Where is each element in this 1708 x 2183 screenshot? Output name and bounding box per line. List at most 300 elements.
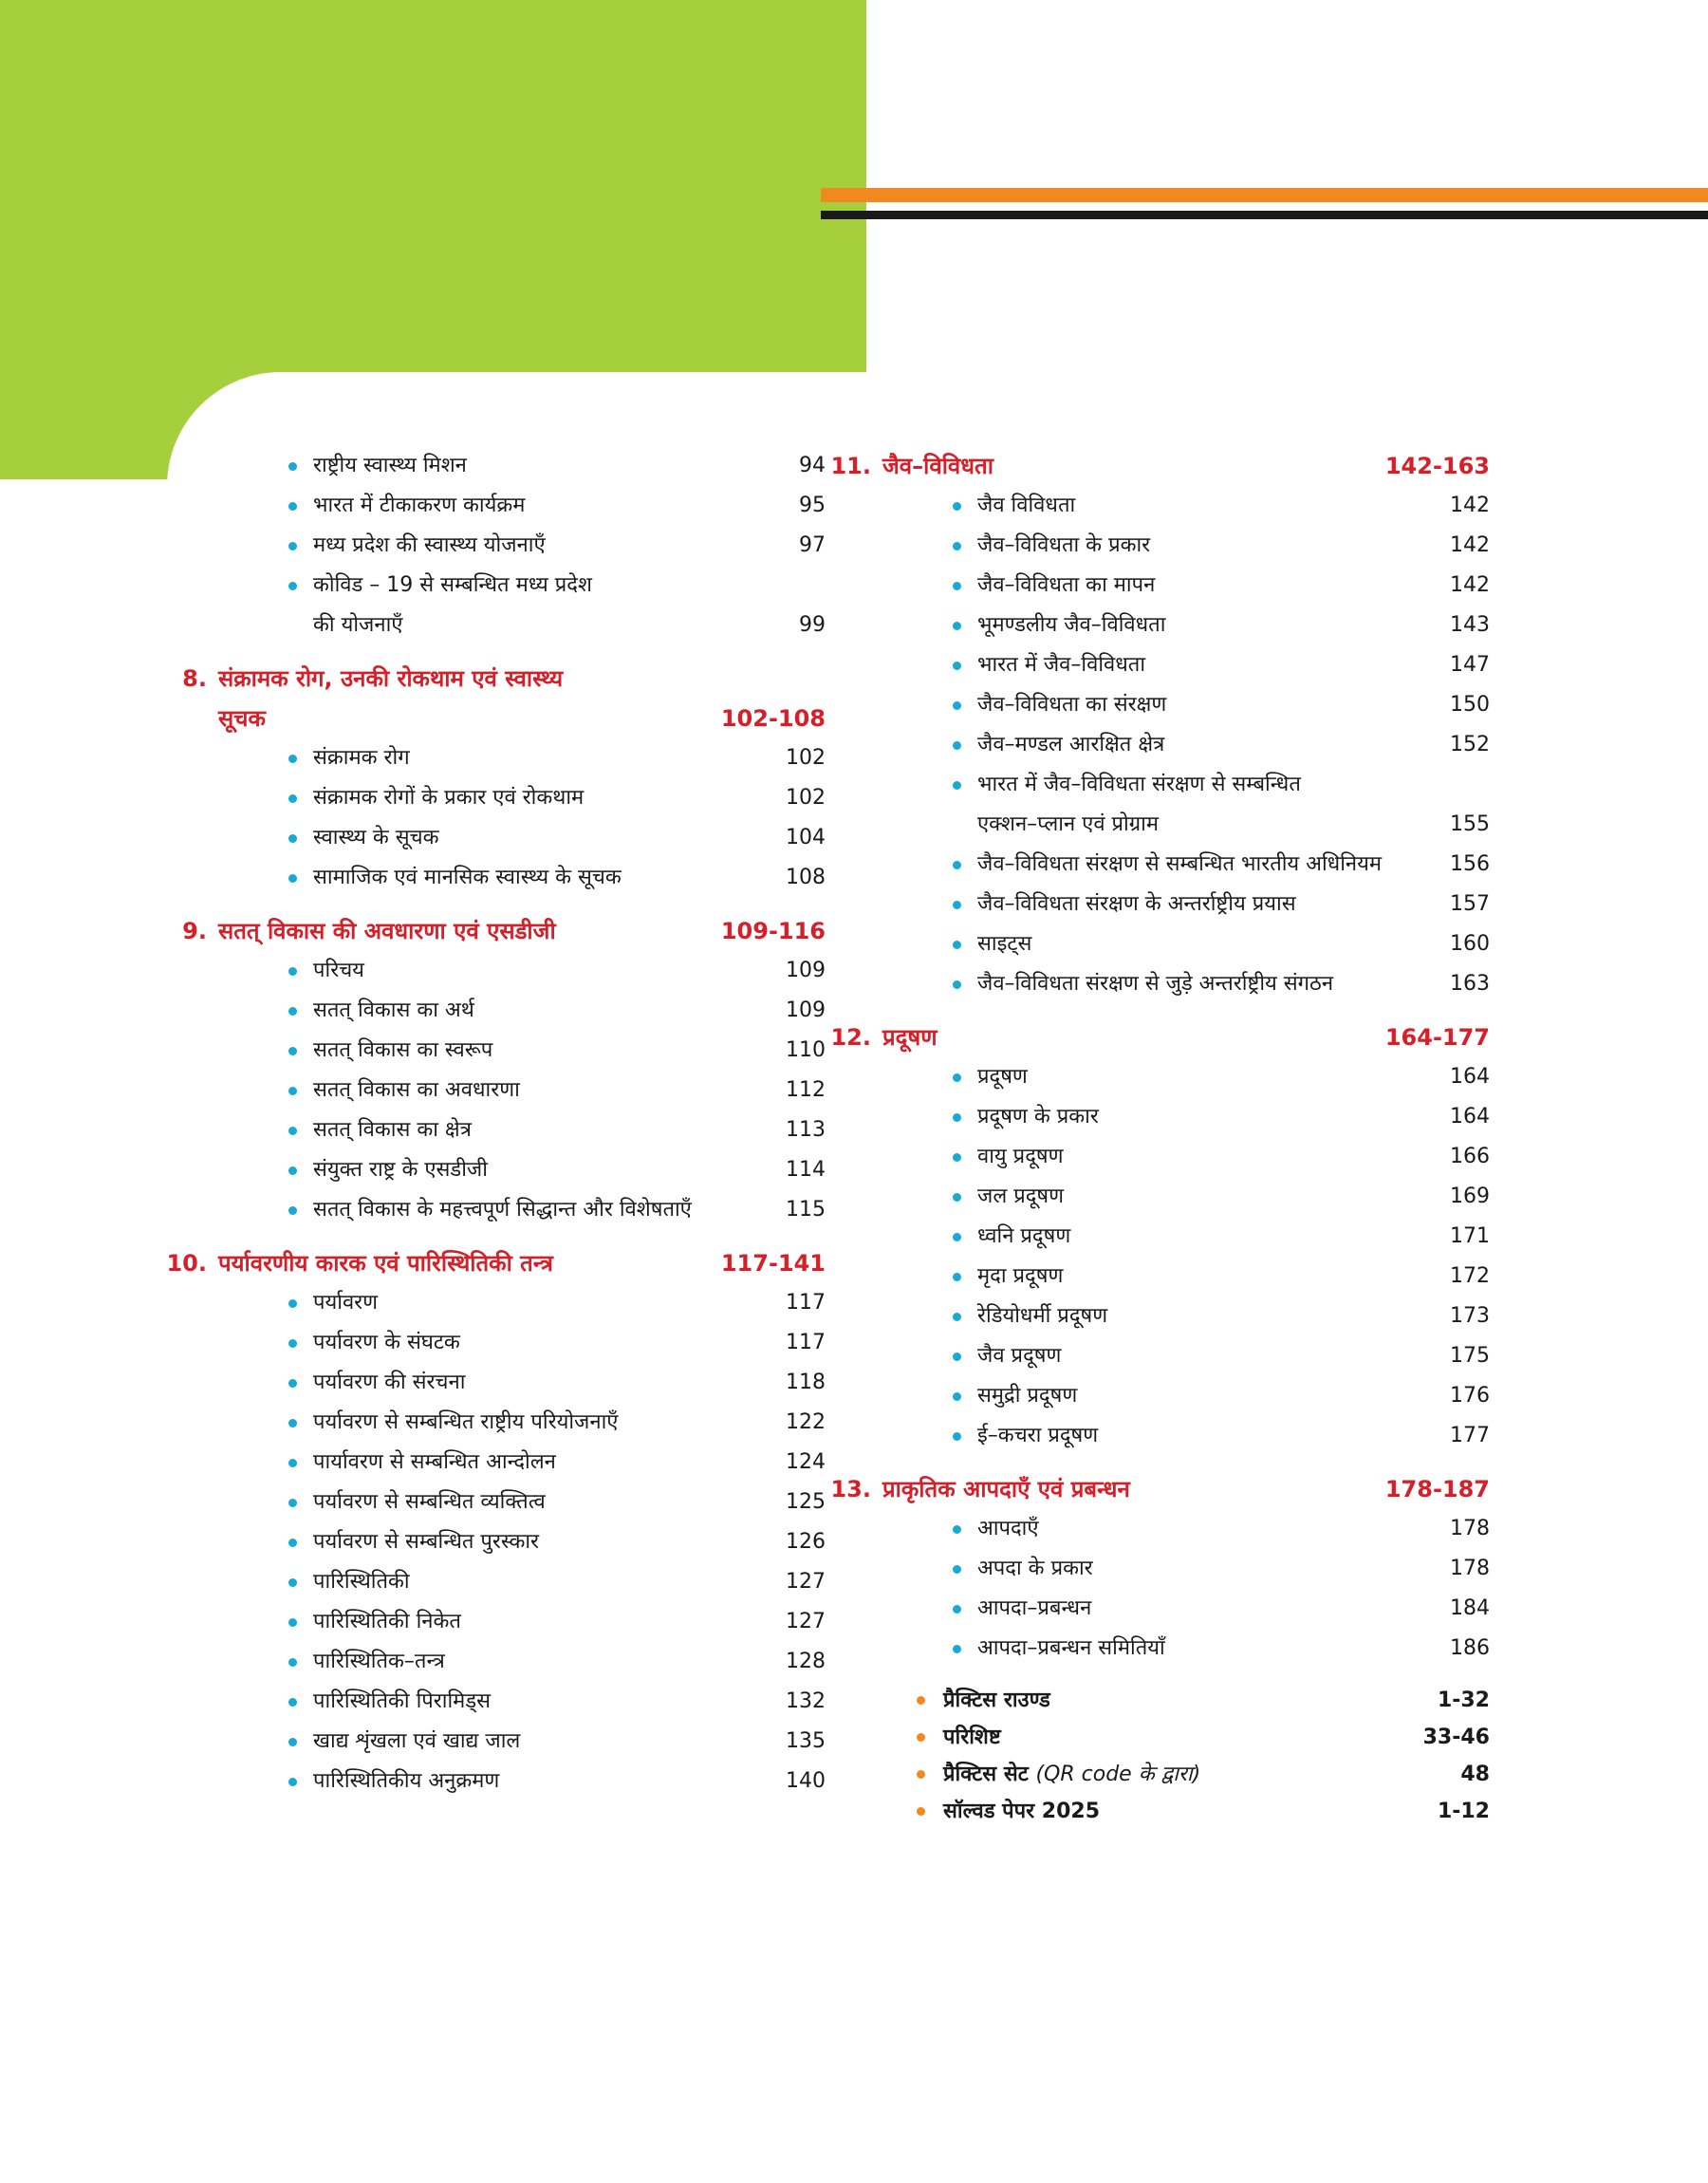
toc-entry[interactable]	[218, 1323, 826, 1363]
toc-entry-title: भूमण्डलीय जैव–विविधता	[977, 613, 1166, 637]
toc-entry-title: पर्यावरण से सम्बन्धित व्यक्तित्व	[313, 1490, 546, 1514]
toc-entry-page: 178	[1450, 1557, 1490, 1580]
toc-entry-page: 156	[1450, 852, 1490, 876]
toc-entry-page: 126	[786, 1530, 826, 1554]
bullet-icon	[953, 941, 961, 949]
toc-entry-label	[288, 1722, 759, 1762]
chapter-pages: 117-141	[720, 1250, 826, 1277]
toc-entry[interactable]	[882, 526, 1490, 566]
toc-entry[interactable]	[882, 924, 1490, 964]
chapter-title: सतत् विकास की अवधारणा एवं एसडीजी	[218, 918, 556, 944]
toc-entry-page: 94	[799, 454, 826, 477]
toc-entry-label	[953, 1629, 1423, 1669]
chapter-heading-cont	[218, 699, 826, 738]
toc-chapter	[830, 446, 1490, 1004]
toc-entry-page: 127	[786, 1610, 826, 1633]
toc-entry-page: 117	[786, 1291, 826, 1315]
bullet-icon	[288, 1459, 297, 1467]
toc-entry[interactable]	[218, 778, 826, 818]
toc-entry[interactable]	[882, 486, 1490, 526]
appendix-entry[interactable]	[882, 1793, 1490, 1830]
toc-entry[interactable]	[218, 1190, 826, 1230]
toc-entry-label	[288, 1323, 759, 1363]
toc-entry-label	[288, 1031, 759, 1071]
toc-entry[interactable]	[882, 1257, 1490, 1297]
toc-entry-label	[288, 858, 759, 898]
bullet-icon	[288, 1127, 297, 1135]
toc-entry[interactable]	[882, 845, 1490, 885]
toc-entry-label	[953, 486, 1423, 526]
toc-entry[interactable]	[882, 1509, 1490, 1549]
toc-entry[interactable]	[882, 725, 1490, 765]
toc-entry-label	[288, 1483, 759, 1522]
toc-entry-label	[288, 446, 759, 486]
toc-entry[interactable]	[218, 1443, 826, 1483]
toc-entry-page: 177	[1450, 1424, 1490, 1447]
chapter-pages: 178-187	[1384, 1476, 1490, 1502]
chapter-heading[interactable]	[182, 659, 826, 699]
toc-entry-label	[953, 645, 1423, 685]
toc-entry-title: जैव–विविधता के प्रकार	[977, 533, 1151, 557]
toc-entry[interactable]	[218, 1363, 826, 1403]
toc-entry-title: संक्रामक रोगों के प्रकार एवं रोकथाम	[313, 786, 585, 810]
chapter-pages: 142-163	[1384, 453, 1490, 479]
chapter-heading[interactable]	[830, 1017, 1490, 1057]
toc-entry-page: 109	[786, 998, 826, 1022]
bullet-icon	[288, 1047, 297, 1055]
toc-entry[interactable]	[218, 566, 826, 645]
toc-entry-label	[288, 1150, 759, 1190]
bullet-icon	[953, 1353, 961, 1361]
toc-entry-title: ध्वनि प्रदूषण	[977, 1224, 1071, 1248]
bullet-icon	[288, 1698, 297, 1707]
toc-entry-label	[288, 818, 759, 858]
toc-entry[interactable]	[882, 1057, 1490, 1097]
bullet-icon	[953, 1073, 961, 1082]
bullet-icon	[953, 861, 961, 869]
toc-entry-title: पर्यावरण से सम्बन्धित राष्ट्रीय परियोजनाएँ	[313, 1410, 619, 1434]
toc-entry-label	[288, 526, 759, 566]
toc-entry-page: 110	[786, 1038, 826, 1062]
toc-entry[interactable]	[882, 606, 1490, 645]
toc-entry[interactable]	[218, 446, 826, 486]
toc-entry-title: स्वास्थ्य के सूचक	[313, 826, 439, 849]
toc-entry-page: 118	[786, 1371, 826, 1394]
bullet-icon	[288, 794, 297, 803]
toc-entry-page: 150	[1450, 693, 1490, 717]
toc-entry-page: 102	[786, 746, 826, 770]
decorative-orange-bar	[821, 188, 1708, 202]
toc-entry[interactable]	[218, 951, 826, 991]
toc-entry[interactable]	[218, 526, 826, 566]
bullet-icon	[953, 741, 961, 750]
toc-entry[interactable]	[218, 1562, 826, 1602]
toc-entry-page: 178	[1450, 1517, 1490, 1540]
toc-entry-page: 163	[1450, 972, 1490, 996]
toc-entry-title: जैव–विविधता का संरक्षण	[977, 693, 1167, 717]
toc-entry-title: जैव–मण्डल आरक्षित क्षेत्र	[977, 733, 1165, 756]
toc-entry-title: राष्ट्रीय स्वास्थ्य मिशन	[313, 454, 467, 477]
toc-entry-title: प्रदूषण के प्रकार	[977, 1105, 1099, 1129]
toc-entry-label	[288, 1110, 759, 1150]
toc-column-left	[166, 446, 826, 1815]
toc-entry-title: सामाजिक एवं मानसिक स्वास्थ्य के सूचक	[313, 866, 622, 889]
chapter-title: पर्यावरणीय कारक एवं पारिस्थितिकी तन्त्र	[218, 1250, 553, 1277]
toc-entry[interactable]	[218, 1642, 826, 1682]
bullet-icon	[953, 1313, 961, 1321]
toc-entry-page: 112	[786, 1078, 826, 1102]
bullet-icon	[288, 1778, 297, 1786]
chapter-pages: 164-177	[1384, 1024, 1490, 1051]
appendix-title: प्रैक्टिस सेट	[943, 1763, 1029, 1786]
toc-entry-title: रेडियोधर्मी प्रदूषण	[977, 1304, 1108, 1328]
bullet-icon	[288, 1578, 297, 1587]
bullet-icon	[917, 1770, 925, 1779]
chapter-pages: 109-116	[720, 918, 826, 944]
toc-section-continued	[218, 446, 826, 645]
bullet-icon	[953, 1605, 961, 1614]
toc-entry-label	[953, 1137, 1423, 1177]
appendix-page: 1-12	[1437, 1800, 1490, 1823]
toc-entry-label	[953, 526, 1423, 566]
bullet-icon	[288, 1658, 297, 1667]
toc-entry-title: पर्यावरण से सम्बन्धित पुरस्कार	[313, 1530, 540, 1554]
bullet-icon	[288, 1299, 297, 1308]
toc-entry-page: 176	[1450, 1384, 1490, 1408]
toc-entry-title: कोविड – 19 से सम्बन्धित मध्य प्रदेश	[313, 573, 592, 597]
toc-entry-label	[288, 1762, 759, 1801]
toc-entry-page: 135	[786, 1729, 826, 1753]
toc-entry-label	[288, 951, 759, 991]
toc-entry-label	[953, 606, 1423, 645]
toc-entry-page: 186	[1450, 1636, 1490, 1660]
toc-entry-page: 97	[799, 533, 826, 557]
chapter-heading[interactable]	[830, 446, 1490, 486]
toc-entry-title: सतत् विकास के महत्त्वपूर्ण सिद्धान्त और विशेषताएँ	[313, 1198, 692, 1222]
bullet-icon	[288, 1206, 297, 1215]
toc-entry[interactable]	[218, 991, 826, 1031]
toc-entry-title: पारिस्थितिक–तन्त्र	[313, 1650, 445, 1673]
toc-entry[interactable]	[218, 1283, 826, 1323]
toc-column-right	[830, 446, 1490, 1843]
bullet-icon	[288, 834, 297, 843]
toc-entry-page: 172	[1450, 1264, 1490, 1288]
toc-entry[interactable]	[218, 1483, 826, 1522]
chapter-number: 13.	[830, 1476, 871, 1502]
toc-entry[interactable]	[882, 1097, 1490, 1137]
bullet-icon	[917, 1696, 925, 1705]
toc-entry-label	[953, 964, 1423, 1004]
toc-entry-page: 124	[786, 1450, 826, 1474]
toc-entry-title: पारिस्थितिकी	[313, 1570, 410, 1594]
toc-entry-page: 147	[1450, 653, 1490, 677]
toc-entry-title: आपदा–प्रबन्धन समितियाँ	[977, 1636, 1165, 1660]
toc-entry-title: समुद्री प्रदूषण	[977, 1384, 1078, 1408]
toc-entry-page: 142	[1450, 494, 1490, 517]
toc-entry-page: 104	[786, 826, 826, 849]
toc-entry-page: 132	[786, 1689, 826, 1713]
toc-entry-title: जल प्रदूषण	[977, 1185, 1065, 1208]
bullet-icon	[953, 980, 961, 989]
chapter-title: प्रदूषण	[882, 1024, 938, 1051]
toc-entry-label	[953, 685, 1423, 725]
toc-entry-label	[288, 1642, 759, 1682]
toc-entry-label	[953, 1177, 1423, 1217]
toc-entry-title: सतत् विकास का क्षेत्र	[313, 1118, 472, 1142]
toc-entry-title: वायु प्रदूषण	[977, 1145, 1064, 1168]
toc-entry-label	[288, 1562, 759, 1602]
toc-entry[interactable]	[882, 1177, 1490, 1217]
toc-entry[interactable]	[218, 738, 826, 778]
bullet-icon	[917, 1807, 925, 1816]
chapter-number: 8.	[182, 665, 207, 692]
appendix-entry[interactable]	[882, 1756, 1490, 1793]
toc-entry-title: जैव–विविधता का मापन	[977, 573, 1156, 597]
toc-entry[interactable]	[218, 1722, 826, 1762]
toc-entry[interactable]	[882, 1416, 1490, 1456]
toc-entry[interactable]	[218, 486, 826, 526]
toc-entry-label	[953, 885, 1423, 924]
toc-entry[interactable]	[882, 1629, 1490, 1669]
toc-entry-title: संक्रामक रोग	[313, 746, 410, 770]
toc-entry-label	[953, 1549, 1423, 1589]
toc-entry-title: सतत् विकास का अवधारणा	[313, 1078, 520, 1102]
toc-entry[interactable]	[882, 1137, 1490, 1177]
toc-entry[interactable]	[882, 645, 1490, 685]
bullet-icon	[288, 1007, 297, 1016]
toc-entry-label	[288, 738, 759, 778]
toc-entry-label	[953, 725, 1423, 765]
bullet-icon	[953, 502, 961, 511]
appendix-entry[interactable]	[882, 1682, 1490, 1719]
toc-entry-page: 122	[786, 1410, 826, 1434]
toc-entry-title: भारत में जैव–विविधता संरक्षण से सम्बन्धित	[977, 773, 1301, 796]
bullet-icon	[953, 542, 961, 550]
toc-chapter	[166, 1243, 826, 1801]
toc-entry[interactable]	[218, 1150, 826, 1190]
toc-entry[interactable]	[882, 685, 1490, 725]
toc-entry-title: भारत में जैव–विविधता	[977, 653, 1146, 677]
toc-entry-title: पारिस्थितिकी पिरामिड्स	[313, 1689, 491, 1713]
toc-entry-label	[288, 566, 759, 645]
toc-entry-label	[288, 1190, 759, 1230]
bullet-icon	[288, 542, 297, 550]
toc-entry[interactable]	[218, 1110, 826, 1150]
toc-entry[interactable]	[882, 1376, 1490, 1416]
toc-entry[interactable]	[882, 964, 1490, 1004]
toc-entry-label	[288, 991, 759, 1031]
toc-entry[interactable]	[882, 1549, 1490, 1589]
bullet-icon	[288, 1738, 297, 1746]
chapter-heading[interactable]	[166, 1243, 826, 1283]
appendix-page: 48	[1460, 1763, 1490, 1786]
toc-entry-label	[288, 1522, 759, 1562]
toc-entry-page: 125	[786, 1490, 826, 1514]
bullet-icon	[953, 901, 961, 909]
bullet-icon	[288, 1539, 297, 1547]
toc-entry[interactable]	[882, 566, 1490, 606]
toc-entry[interactable]	[882, 885, 1490, 924]
toc-entry-page: 117	[786, 1331, 826, 1354]
bullet-icon	[288, 1618, 297, 1627]
toc-entry-title: पर्यावरण के संघटक	[313, 1331, 460, 1354]
toc-entry-title: अपदा के प्रकार	[977, 1557, 1093, 1580]
toc-entry-page: 184	[1450, 1596, 1490, 1620]
toc-entry-page: 175	[1450, 1344, 1490, 1368]
toc-entry-label	[953, 924, 1423, 964]
appendix-label	[917, 1719, 1423, 1756]
toc-entry-label	[953, 1509, 1423, 1549]
toc-entry[interactable]	[218, 818, 826, 858]
toc-entry-title: संयुक्त राष्ट्र के एसडीजी	[313, 1158, 488, 1182]
toc-entry-page: 140	[786, 1769, 826, 1793]
toc-entry-title: साइट्स	[977, 932, 1032, 956]
toc-entry-title: पार्यावरण से सम्बन्धित आन्दोलन	[313, 1450, 556, 1474]
bullet-icon	[288, 502, 297, 511]
toc-entry-title: खाद्य शृंखला एवं खाद्य जाल	[313, 1729, 521, 1753]
toc-chapter	[182, 659, 826, 898]
bullet-icon	[953, 701, 961, 710]
toc-chapter	[182, 911, 826, 1230]
toc-entry-title-cont: एक्शन–प्लान एवं प्रोग्राम	[977, 812, 1160, 836]
toc-entry-label	[953, 1257, 1423, 1297]
toc-entry-page: 99	[799, 613, 826, 637]
toc-entry-label	[953, 845, 1423, 885]
appendix-list	[882, 1682, 1490, 1830]
chapter-title: प्राकृतिक आपदाएँ एवं प्रबन्धन	[882, 1476, 1130, 1502]
toc-entry-label	[288, 486, 759, 526]
appendix-title: परिशिष्ट	[943, 1726, 1001, 1749]
chapter-title: जैव–विविधता	[882, 453, 993, 479]
toc-entry-page: 108	[786, 866, 826, 889]
toc-entry-page: 115	[786, 1198, 826, 1222]
toc-entry-page: 142	[1450, 533, 1490, 557]
bullet-icon	[953, 1432, 961, 1441]
bullet-icon	[953, 1113, 961, 1122]
toc-entry-title: परिचय	[313, 959, 364, 982]
toc-entry-label	[953, 1589, 1423, 1629]
toc-entry[interactable]	[218, 858, 826, 898]
appendix-label	[917, 1682, 1438, 1719]
appendix-entry[interactable]	[882, 1719, 1490, 1756]
toc-entry-label	[953, 1297, 1423, 1336]
toc-entry[interactable]	[882, 1589, 1490, 1629]
toc-entry-label	[953, 1057, 1423, 1097]
toc-entry[interactable]	[218, 1682, 826, 1722]
chapter-number: 11.	[830, 453, 871, 479]
toc-entry[interactable]	[882, 1217, 1490, 1257]
bullet-icon	[953, 582, 961, 590]
chapter-heading[interactable]	[830, 1469, 1490, 1509]
chapter-heading[interactable]	[182, 911, 826, 951]
bullet-icon	[288, 462, 297, 471]
toc-entry-title: पर्यावरण की संरचना	[313, 1371, 466, 1394]
toc-entry-title: जैव–विविधता संरक्षण से सम्बन्धित भारतीय अधिनियम	[977, 852, 1383, 876]
toc-entry-title-cont: की योजनाएँ	[313, 613, 403, 637]
bullet-icon	[953, 1273, 961, 1281]
toc-entry[interactable]	[882, 765, 1490, 845]
toc-entry[interactable]	[218, 1762, 826, 1801]
toc-entry-label	[288, 1283, 759, 1323]
toc-entry-page: 157	[1450, 892, 1490, 916]
toc-entry-label	[953, 566, 1423, 606]
toc-entry[interactable]	[218, 1071, 826, 1110]
toc-entry[interactable]	[882, 1297, 1490, 1336]
toc-entry-page: 164	[1450, 1105, 1490, 1129]
toc-entry[interactable]	[218, 1522, 826, 1562]
bullet-icon	[953, 662, 961, 670]
toc-entry-page: 95	[799, 494, 826, 517]
toc-entry-page: 113	[786, 1118, 826, 1142]
bullet-icon	[953, 1392, 961, 1401]
chapter-pages: 102-108	[720, 705, 826, 732]
toc-entry-label	[288, 778, 759, 818]
toc-entry[interactable]	[218, 1602, 826, 1642]
toc-entry-page: 173	[1450, 1304, 1490, 1328]
toc-entry-page: 152	[1450, 733, 1490, 756]
toc-entry-label	[953, 1217, 1423, 1257]
chapter-number: 10.	[166, 1250, 207, 1277]
toc-entry-page: 127	[786, 1570, 826, 1594]
bullet-icon	[288, 874, 297, 883]
appendix-page: 33-46	[1422, 1726, 1490, 1749]
toc-entry-title: आपदाएँ	[977, 1517, 1039, 1540]
toc-entry-title: ई–कचरा प्रदूषण	[977, 1424, 1099, 1447]
bullet-icon	[288, 1499, 297, 1507]
appendix-note: (QR code के द्वारा)	[1035, 1763, 1201, 1786]
toc-entry-page: 142	[1450, 573, 1490, 597]
bullet-icon	[288, 1087, 297, 1095]
toc-entry-page: 155	[1450, 812, 1490, 836]
toc-entry-title: सतत् विकास का स्वरूप	[313, 1038, 493, 1062]
toc-entry-page: 109	[786, 959, 826, 982]
toc-entry-page: 102	[786, 786, 826, 810]
toc-entry[interactable]	[218, 1403, 826, 1443]
toc-entry-page: 169	[1450, 1185, 1490, 1208]
appendix-label	[917, 1756, 1460, 1793]
bullet-icon	[288, 1419, 297, 1427]
decorative-black-bar	[821, 211, 1708, 219]
toc-entry[interactable]	[218, 1031, 826, 1071]
toc-entry[interactable]	[882, 1336, 1490, 1376]
bullet-icon	[953, 622, 961, 630]
chapter-number: 9.	[182, 918, 207, 944]
bullet-icon	[288, 1379, 297, 1388]
toc-entry-label	[953, 1416, 1423, 1456]
toc-chapter	[830, 1469, 1490, 1669]
bullet-icon	[953, 1233, 961, 1241]
bullet-icon	[953, 1193, 961, 1202]
bullet-icon	[288, 582, 297, 590]
toc-entry-label	[288, 1682, 759, 1722]
appendix-page: 1-32	[1437, 1689, 1490, 1712]
bullet-icon	[917, 1733, 925, 1742]
appendix-label	[917, 1793, 1438, 1830]
chapter-title: संक्रामक रोग, उनकी रोकथाम एवं स्वास्थ्य	[218, 665, 564, 692]
toc-entry-label	[288, 1443, 759, 1483]
toc-entry-title: सतत् विकास का अर्थ	[313, 998, 474, 1022]
toc-entry-title: जैव विविधता	[977, 494, 1076, 517]
toc-entry-title: प्रदूषण	[977, 1065, 1028, 1089]
toc-entry-page: 171	[1450, 1224, 1490, 1248]
toc-entry-title: जैव–विविधता संरक्षण के अन्तर्राष्ट्रीय प्रयास	[977, 892, 1296, 916]
toc-entry-title: आपदा–प्रबन्धन	[977, 1596, 1092, 1620]
toc-entry-label	[953, 1376, 1423, 1416]
bullet-icon	[288, 1339, 297, 1348]
toc-entry-title: जैव प्रदूषण	[977, 1344, 1062, 1368]
bullet-icon	[953, 781, 961, 790]
toc-entry-title: पारिस्थितिकीय अनुक्रमण	[313, 1769, 500, 1793]
